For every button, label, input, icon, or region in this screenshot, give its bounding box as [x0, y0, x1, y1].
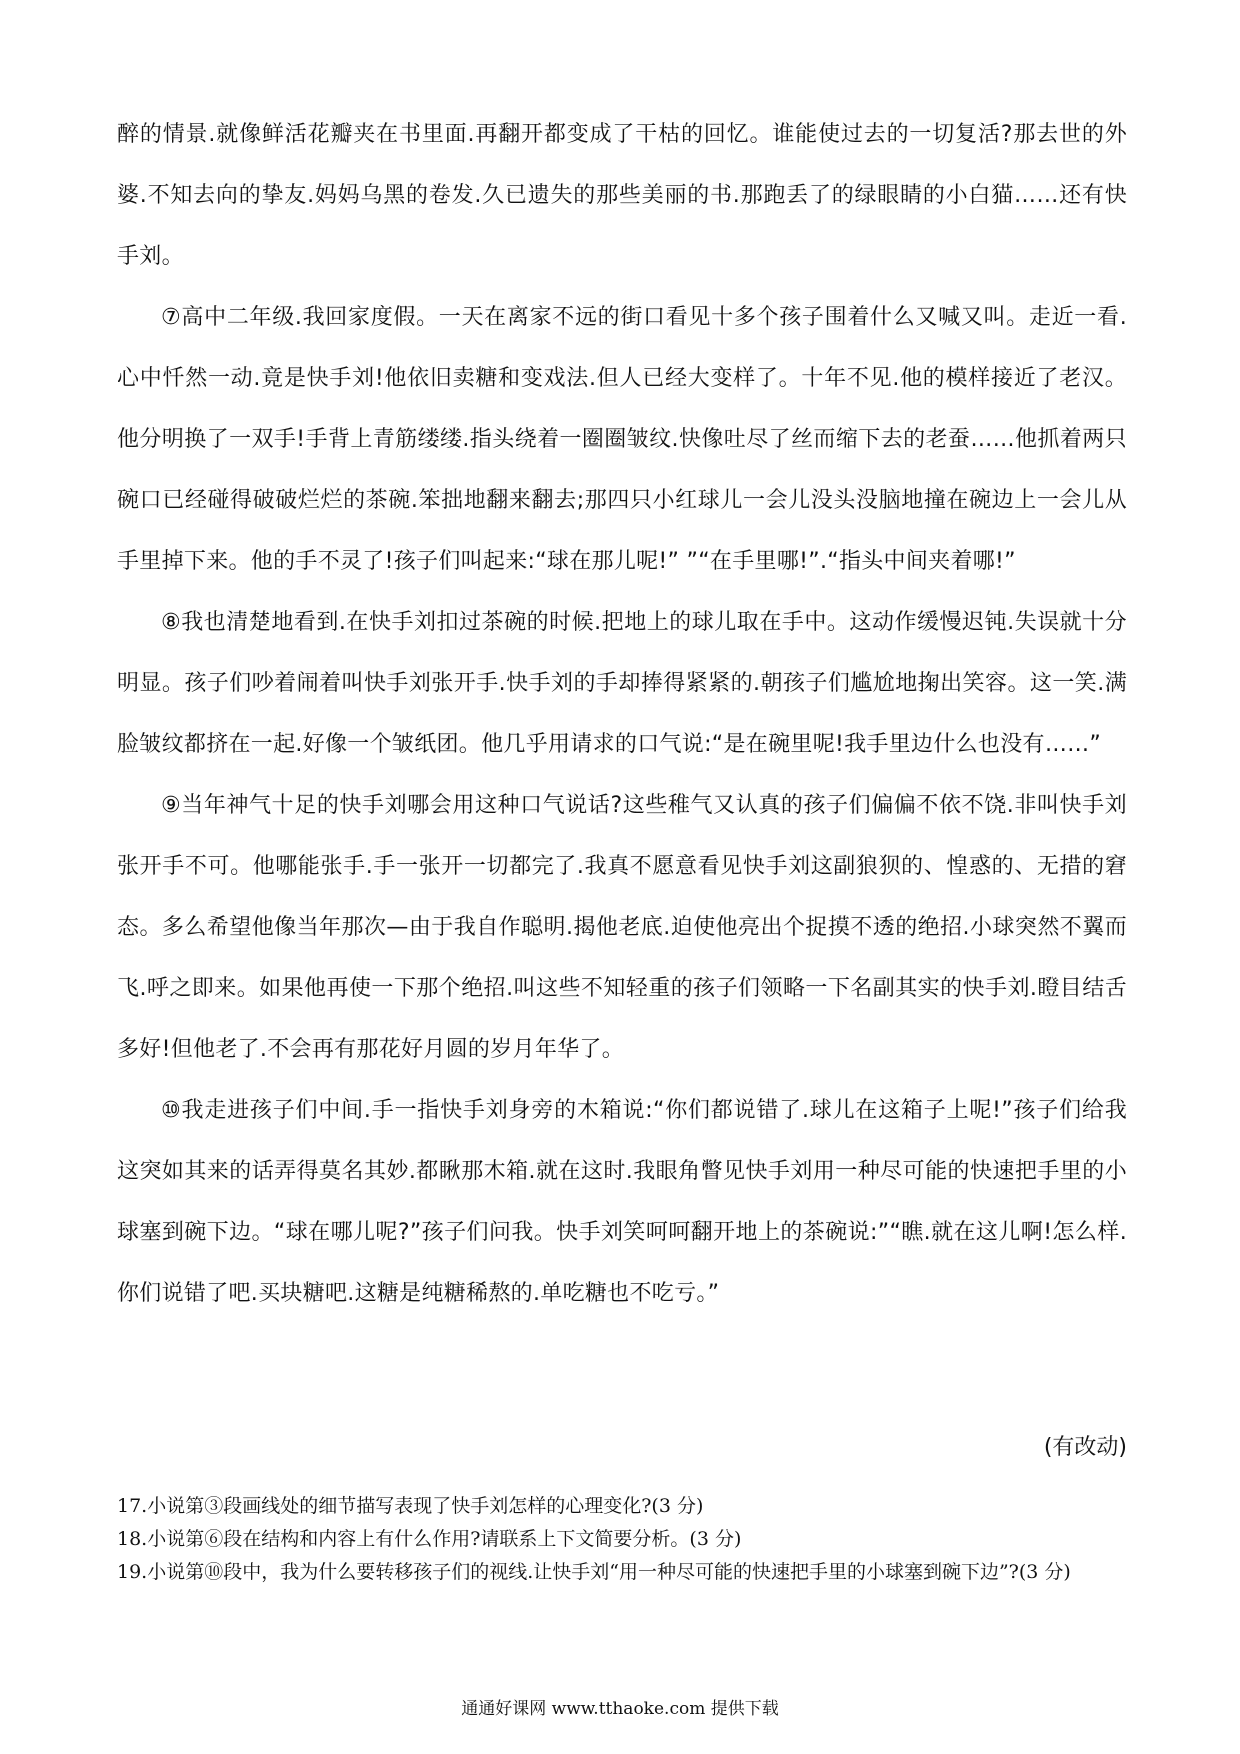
adaptation-note: (有改动): [1043, 1435, 1127, 1460]
page-footer: 通通好课网 www.tthaoke.com 提供下载: [461, 1699, 779, 1719]
paragraph-10: ⑩我走进孩子们中间.手一指快手刘身旁的木箱说:“你们都说错了.球儿在这箱子上呢!”孩子们给我这突如其来的话弄得莫名其妙.都瞅那木箱.就在这时.我眼角瞥见快手刘用一种尽可能的快速把手里的小球塞到碗下边。“球在哪儿呢?”孩子们问我。快手刘笑呵呵翻开地上的茶碗说:”“瞧.就在这儿啊!怎么样.你们说错了吧.买块糖吧.这糖是纯糖稀熬的.单吃糖也不吃亏。”: [117, 1098, 1127, 1306]
paragraph-9: ⑨当年神气十足的快手刘哪会用这种口气说话?这些稚气又认真的孩子们偏偏不依不饶.非叫快手刘张开手不可。他哪能张手.手一张开一切都完了.我真不愿意看见快手刘这副狼狈的、惶惑的、无措的窘态。多么希望他像当年那次—由于我自作聪明.揭他老底.迫使他亮出个捉摸不透的绝招.小球突然不翼而飞.呼之即来。如果他再使一下那个绝招.叫这些不知轻重的孩子们领略一下名副其实的快手刘.瞪目结舌多好!但他老了.不会再有那花好月圆的岁月年华了。: [117, 793, 1127, 1062]
paragraph-8: ⑧我也清楚地看到.在快手刘扣过茶碗的时候.把地上的球儿取在手中。这动作缓慢迟钝.失误就十分明显。孩子们吵着闹着叫快手刘张开手.快手刘的手却捧得紧紧的.朝孩子们尴尬地掬出笑容。这一笑.满脸皱纹都挤在一起.好像一个皱纸团。他几乎用请求的口气说:“是在碗里呢!我手里边什么也没有……”: [117, 610, 1127, 757]
story-body: [117, 104, 1127, 1324]
question-18: 18.小说第⑥段在结构和内容上有什么作用?请联系上下文简要分析。(3 分): [117, 1528, 742, 1550]
question-19: 19.小说第⑩段中，我为什么要转移孩子们的视线.让快手刘“用一种尽可能的快速把手里的小球塞到碗下边”?(3 分): [117, 1561, 1071, 1583]
question-17: 17.小说第③段画线处的细节描写表现了快手刘怎样的心理变化?(3 分): [117, 1495, 704, 1517]
paragraph-7: ⑦高中二年级.我回家度假。一天在离家不远的街口看见十多个孩子围着什么又喊又叫。走近一看.心中忏然一动.竟是快手刘!他依旧卖糖和变戏法.但人已经大变样了。十年不见.他的模样接近了老汉。他分明换了一双手!手背上青筋缕缕.指头绕着一圈圈皱纹.快像吐尽了丝而缩下去的老蚕……他抓着两只碗口已经碰得破破烂烂的茶碗.笨拙地翻来翻去;那四只小红球儿一会儿没头没脑地撞在碗边上一会儿从手里掉下来。他的手不灵了!孩子们叫起来:“球在那儿呢!” ”“在手里哪!”.“指头中间夹着哪!”: [117, 305, 1127, 574]
paragraph-continuation: 醉的情景.就像鲜活花瓣夹在书里面.再翻开都变成了干枯的回忆。谁能使过去的一切复活?那去世的外婆.不知去向的挚友.妈妈乌黑的卷发.久已遗失的那些美丽的书.那跑丢了的绿眼睛的小白猫……还有快手刘。: [117, 122, 1127, 269]
questions-list: [117, 1490, 1127, 1589]
document-page: [117, 0, 1127, 1754]
